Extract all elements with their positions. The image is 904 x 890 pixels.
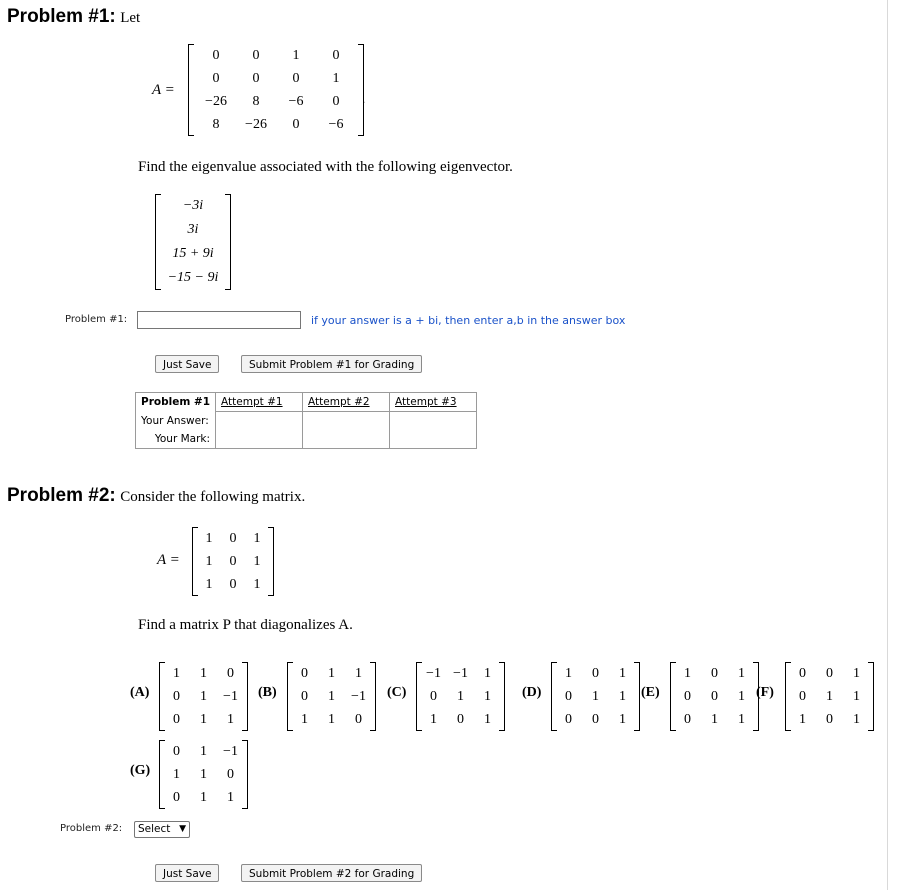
matrix-cell: 0 (355, 711, 362, 727)
matrix-cell: 0 (173, 711, 180, 727)
matrix-cell: 1 (328, 711, 335, 727)
matrix-cell: 1 (355, 665, 362, 681)
vector-entry: −3i (182, 198, 204, 213)
matrix-cell: 1 (328, 688, 335, 704)
matrix-cell: 0 (565, 711, 572, 727)
matrix-cell: 0 (252, 70, 260, 86)
matrix-cell: 0 (711, 688, 718, 704)
matrix-cell: 0 (799, 688, 806, 704)
matrix-cell: 1 (253, 576, 261, 592)
eigenvector (155, 194, 231, 290)
matrix-cell: 0 (173, 688, 180, 704)
matrix-cell: −1 (223, 688, 238, 704)
option-label: (A) (130, 685, 150, 700)
matrix-cell: 1 (332, 70, 340, 86)
page-edge-divider (887, 0, 888, 890)
matrix-cell: 1 (292, 47, 300, 63)
matrix-row (674, 662, 755, 685)
matrix-cell: 1 (853, 688, 860, 704)
matrix-cell: 1 (738, 688, 745, 704)
your-answer-label: Your Answer: (136, 412, 216, 430)
matrix-cell: 1 (200, 766, 207, 782)
matrix-cell: 1 (173, 766, 180, 782)
problem-2-title: Problem #2: (7, 485, 116, 506)
matrix-cell: 0 (229, 530, 237, 546)
matrix-row (197, 527, 269, 550)
matrix-cell: 1 (328, 665, 335, 681)
matrix-cell: 0 (565, 688, 572, 704)
matrix-row (420, 685, 501, 708)
attempt-2-link[interactable]: Attempt #2 (303, 393, 390, 412)
matrix-cell: 1 (592, 688, 599, 704)
matrix-a2-label: A = (157, 552, 180, 568)
matrix-cell: 1 (565, 665, 572, 681)
matrix-cell: 0 (292, 70, 300, 86)
matrix-cell: 1 (619, 688, 626, 704)
matrix-cell: −6 (328, 116, 344, 132)
matrix-cell: 8 (252, 93, 260, 109)
matrix-cell: 1 (253, 530, 261, 546)
matrix-cell: 0 (592, 711, 599, 727)
matrix-cell: 1 (619, 711, 626, 727)
answer-1-label: Problem #1: (65, 314, 128, 325)
matrix-row (555, 708, 636, 731)
attempt-3-cell (390, 412, 477, 449)
problem-1-prompt: Find the eigenvalue associated with the following eigenvector. (138, 159, 513, 175)
matrix-cell: −1 (426, 665, 441, 681)
answer-2-label: Problem #2: (60, 823, 123, 834)
vector-entry: 15 + 9i (172, 246, 214, 261)
matrix-row (197, 550, 269, 573)
option-label: (G) (130, 763, 151, 778)
matrix-row (291, 708, 372, 731)
matrix-cell: 1 (619, 665, 626, 681)
period: . (362, 92, 366, 106)
matrix-cell: 0 (252, 47, 260, 63)
vector-entry: 3i (187, 222, 199, 237)
matrix-row (163, 662, 244, 685)
matrix-row (196, 44, 356, 67)
matrix-cell: 0 (592, 665, 599, 681)
matrix-row (196, 90, 356, 113)
matrix-cell: 0 (227, 766, 234, 782)
option-label: (D) (522, 685, 542, 700)
matrix-cell: 1 (799, 711, 806, 727)
matrix-cell: 1 (738, 711, 745, 727)
matrix-cell: 0 (826, 711, 833, 727)
matrix-cell: −1 (453, 665, 468, 681)
matrix-row (789, 685, 870, 708)
matrix-row (163, 763, 244, 786)
matrix-cell: 0 (212, 47, 220, 63)
matrix-cell: 0 (292, 116, 300, 132)
matrix-row (163, 740, 244, 763)
matrix-cell: 1 (205, 553, 213, 569)
option-matrix (785, 662, 874, 731)
matrix-cell: 1 (253, 553, 261, 569)
matrix-cell: 1 (200, 688, 207, 704)
option-matrix (416, 662, 505, 731)
matrix-row (420, 662, 501, 685)
problem-1-title: Problem #1: (7, 6, 116, 27)
option-matrix (159, 662, 248, 731)
matrix-cell: 1 (826, 688, 833, 704)
matrix-cell: 1 (301, 711, 308, 727)
matrix-cell: 1 (484, 665, 491, 681)
problem-2-header (7, 485, 305, 507)
option-matrix (287, 662, 376, 731)
matrix-cell: 0 (799, 665, 806, 681)
matrix-cell: 0 (301, 665, 308, 681)
matrix-row (291, 662, 372, 685)
matrix-cell: 0 (301, 688, 308, 704)
answer-1-input[interactable] (137, 311, 301, 329)
matrix-row (420, 708, 501, 731)
chevron-down-icon: ▼ (179, 824, 186, 834)
matrix-cell: −1 (223, 743, 238, 759)
problem-2-intro: Consider the following matrix. (120, 489, 306, 505)
matrix-cell: 1 (684, 665, 691, 681)
matrix-cell: 1 (711, 711, 718, 727)
problem-2-prompt: Find a matrix P that diagonalizes A. (138, 617, 353, 633)
matrix-row (674, 685, 755, 708)
problem-1-header (7, 6, 140, 28)
just-save-2-button[interactable]: Just Save (155, 864, 219, 882)
matrix-cell: 0 (332, 47, 340, 63)
your-mark-label: Your Mark: (136, 430, 216, 449)
attempt-1-cell (216, 412, 303, 449)
matrix-cell: 0 (332, 93, 340, 109)
matrix-cell: 1 (227, 711, 234, 727)
matrix-cell: 1 (484, 688, 491, 704)
matrix-cell: 1 (200, 743, 207, 759)
submit-2-button[interactable]: Submit Problem #2 for Grading (241, 864, 422, 882)
matrix-row (789, 708, 870, 731)
matrix-cell: −26 (245, 116, 267, 132)
option-label: (C) (387, 685, 407, 700)
matrix-row (197, 573, 269, 596)
matrix-row (674, 708, 755, 731)
matrix-cell: 1 (200, 711, 207, 727)
matrix-cell: 1 (205, 530, 213, 546)
matrix-cell: 1 (430, 711, 437, 727)
option-label: (B) (258, 685, 277, 700)
option-matrix (551, 662, 640, 731)
matrix-a2 (192, 527, 274, 596)
option-matrix (670, 662, 759, 731)
matrix-cell: 0 (430, 688, 437, 704)
matrix-cell: 1 (200, 789, 207, 805)
attempts-table (135, 392, 477, 449)
matrix-cell: 1 (738, 665, 745, 681)
matrix-cell: 1 (205, 576, 213, 592)
vector-entry: −15 − 9i (167, 270, 219, 285)
matrix-cell: 1 (200, 665, 207, 681)
matrix-row (196, 113, 356, 136)
matrix-cell: 0 (826, 665, 833, 681)
matrix-cell: 0 (229, 553, 237, 569)
matrix-row (291, 685, 372, 708)
matrix-row (163, 786, 244, 809)
matrix-cell: 0 (173, 789, 180, 805)
matrix-a (188, 44, 364, 136)
matrix-cell: 0 (227, 665, 234, 681)
option-label: (E) (641, 685, 660, 700)
matrix-cell: 0 (229, 576, 237, 592)
matrix-cell: −26 (205, 93, 227, 109)
matrix-row (555, 685, 636, 708)
matrix-cell: 0 (212, 70, 220, 86)
matrix-cell: 1 (853, 665, 860, 681)
matrix-cell: 1 (173, 665, 180, 681)
answer-2-select[interactable]: Select ▼ (134, 821, 190, 838)
attempt-2-cell (303, 412, 390, 449)
submit-1-button[interactable]: Submit Problem #1 for Grading (241, 355, 422, 373)
attempt-3-link[interactable]: Attempt #3 (390, 393, 477, 412)
problem-1-intro: Let (120, 10, 141, 26)
matrix-cell: 8 (212, 116, 220, 132)
matrix-cell: 1 (853, 711, 860, 727)
matrix-cell: 0 (711, 665, 718, 681)
matrix-cell: −1 (351, 688, 366, 704)
matrix-cell: 0 (173, 743, 180, 759)
matrix-row (196, 67, 356, 90)
attempt-1-link[interactable]: Attempt #1 (216, 393, 303, 412)
matrix-cell: 1 (457, 688, 464, 704)
answer-1-hint: if your answer is a + bi, then enter a,b in the answer box (311, 314, 626, 327)
matrix-row (163, 708, 244, 731)
option-label: (F) (756, 685, 774, 700)
matrix-row (163, 685, 244, 708)
matrix-cell: −6 (288, 93, 304, 109)
matrix-cell: 0 (684, 688, 691, 704)
just-save-1-button[interactable]: Just Save (155, 355, 219, 373)
matrix-cell: 0 (457, 711, 464, 727)
attempts-table-head: Problem #1 (136, 393, 216, 412)
matrix-row (555, 662, 636, 685)
matrix-cell: 1 (227, 789, 234, 805)
matrix-cell: 1 (484, 711, 491, 727)
matrix-cell: 0 (684, 711, 691, 727)
matrix-a-label: A = (152, 82, 175, 98)
matrix-row (789, 662, 870, 685)
option-matrix (159, 740, 248, 809)
